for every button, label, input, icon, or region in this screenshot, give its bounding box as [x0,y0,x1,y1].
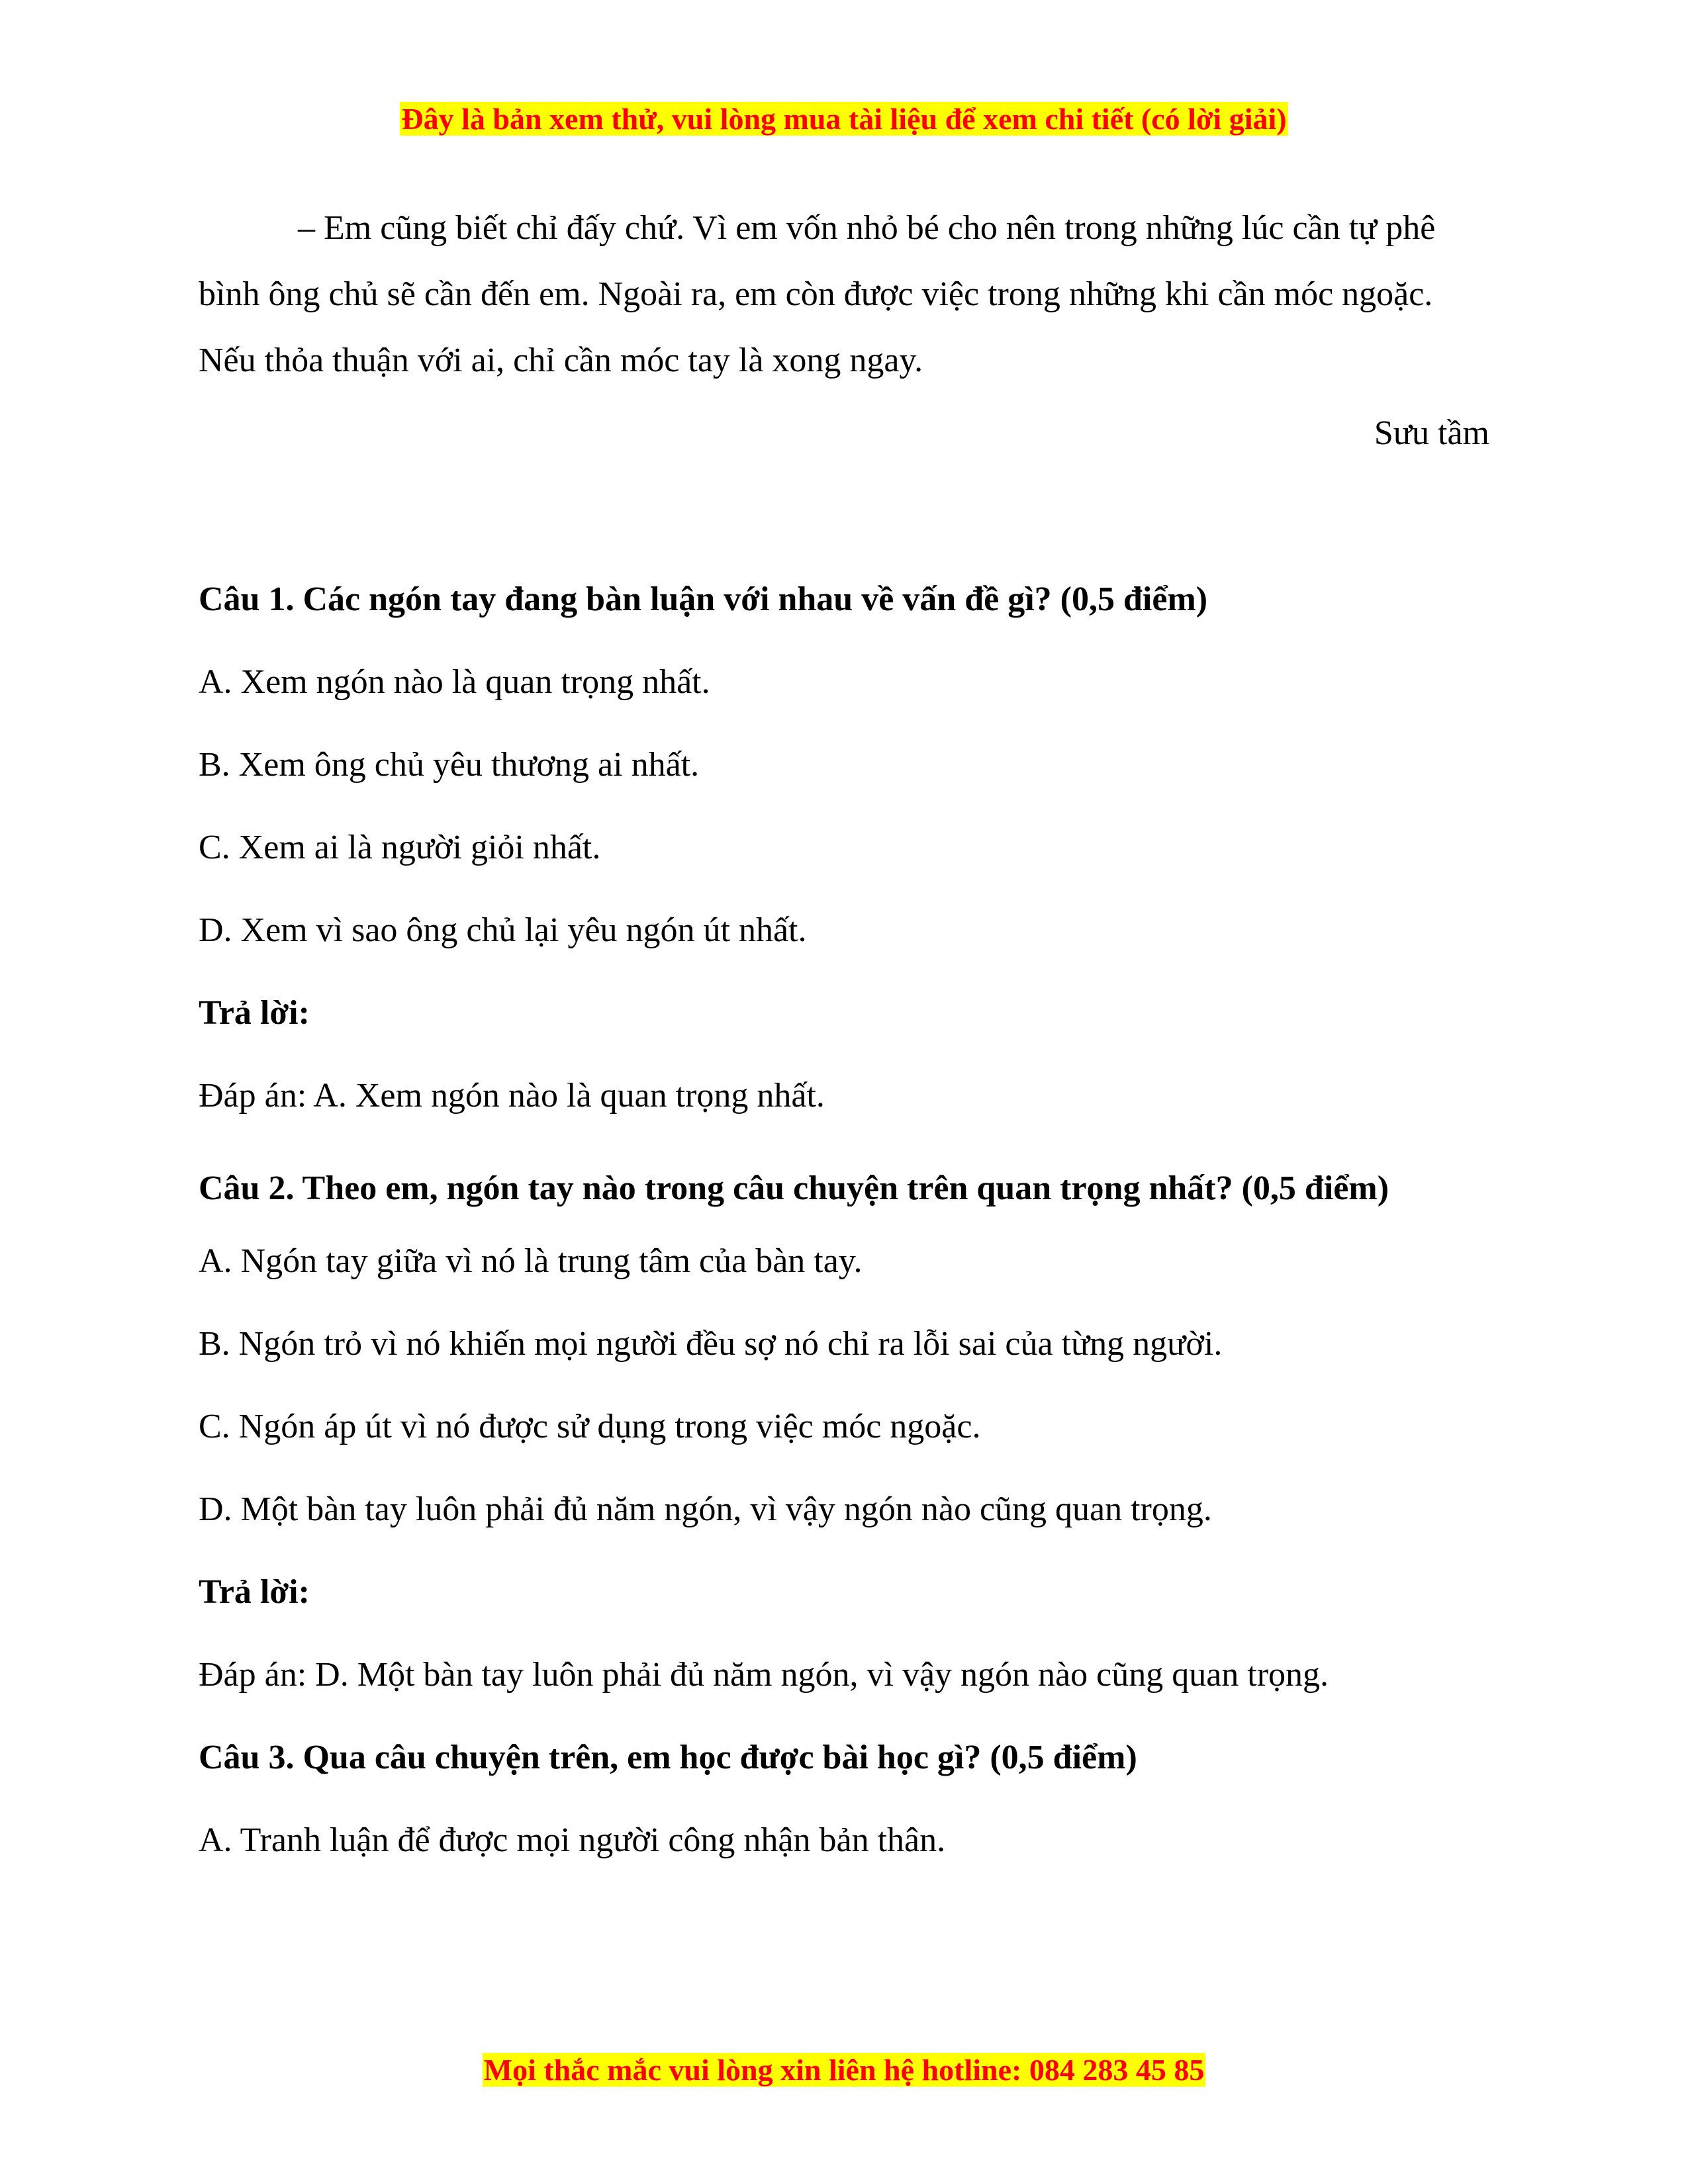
source-credit: Sưu tầm [1374,414,1489,452]
document-body [199,195,1489,1900]
preview-banner-text: Đây là bản xem thử, vui lòng mua tài liệu để xem chi tiết (có lời giải) [401,102,1287,136]
question-1-answer: Đáp án: A. Xem ngón nào là quan trọng nhất. [199,1077,825,1115]
question-2-option-b: B. Ngón trỏ vì nó khiến mọi người đều sợ nó chỉ ra lỗi sai của từng người. [199,1325,1223,1363]
question-2-option-d: D. Một bàn tay luôn phải đủ năm ngón, vì vậy ngón nào cũng quan trọng. [199,1490,1212,1528]
question-1-option-b: B. Xem ông chủ yêu thương ai nhất. [199,746,700,784]
question-2-option-c: C. Ngón áp út vì nó được sử dụng trong việc móc ngoặc. [199,1408,981,1445]
hotline-banner [0,2050,1688,2090]
question-3-title: Câu 3. Qua câu chuyện trên, em học được bài học gì? (0,5 điểm) [199,1739,1137,1776]
question-1-option-a: A. Xem ngón nào là quan trọng nhất. [199,663,710,701]
question-2-answer-label: Trả lời: [199,1573,310,1611]
intro-paragraph: – Em cũng biết chỉ đấy chứ. Vì em vốn nhỏ bé cho nên trong những lúc cần tự phê bình ông chủ sẽ cần đến em. Ngoài ra, em còn được việc trong những khi cần móc ngoặc. Nếu thỏa thuận với ai, chỉ cần móc tay là xong ngay. [199,209,1436,379]
question-1-answer-label: Trả lời: [199,994,310,1032]
question-1-option-d: D. Xem vì sao ông chủ lại yêu ngón út nhất. [199,911,807,949]
question-3-option-a: A. Tranh luận để được mọi người công nhận bản thân. [199,1821,946,1859]
hotline-banner-text: Mọi thắc mắc vui lòng xin liên hệ hotline: 084 283 45 85 [483,2053,1205,2087]
question-1-option-c: C. Xem ai là người giỏi nhất. [199,829,601,866]
question-2-answer: Đáp án: D. Một bàn tay luôn phải đủ năm ngón, vì vậy ngón nào cũng quan trọng. [199,1656,1329,1694]
question-2-option-a: A. Ngón tay giữa vì nó là trung tâm của bàn tay. [199,1242,863,1280]
preview-banner [0,99,1688,139]
question-1-title: Câu 1. Các ngón tay đang bàn luận với nhau về vấn đề gì? (0,5 điểm) [199,580,1208,618]
question-2-title: Câu 2. Theo em, ngón tay nào trong câu chuyện trên quan trọng nhất? (0,5 điểm) [199,1169,1389,1207]
